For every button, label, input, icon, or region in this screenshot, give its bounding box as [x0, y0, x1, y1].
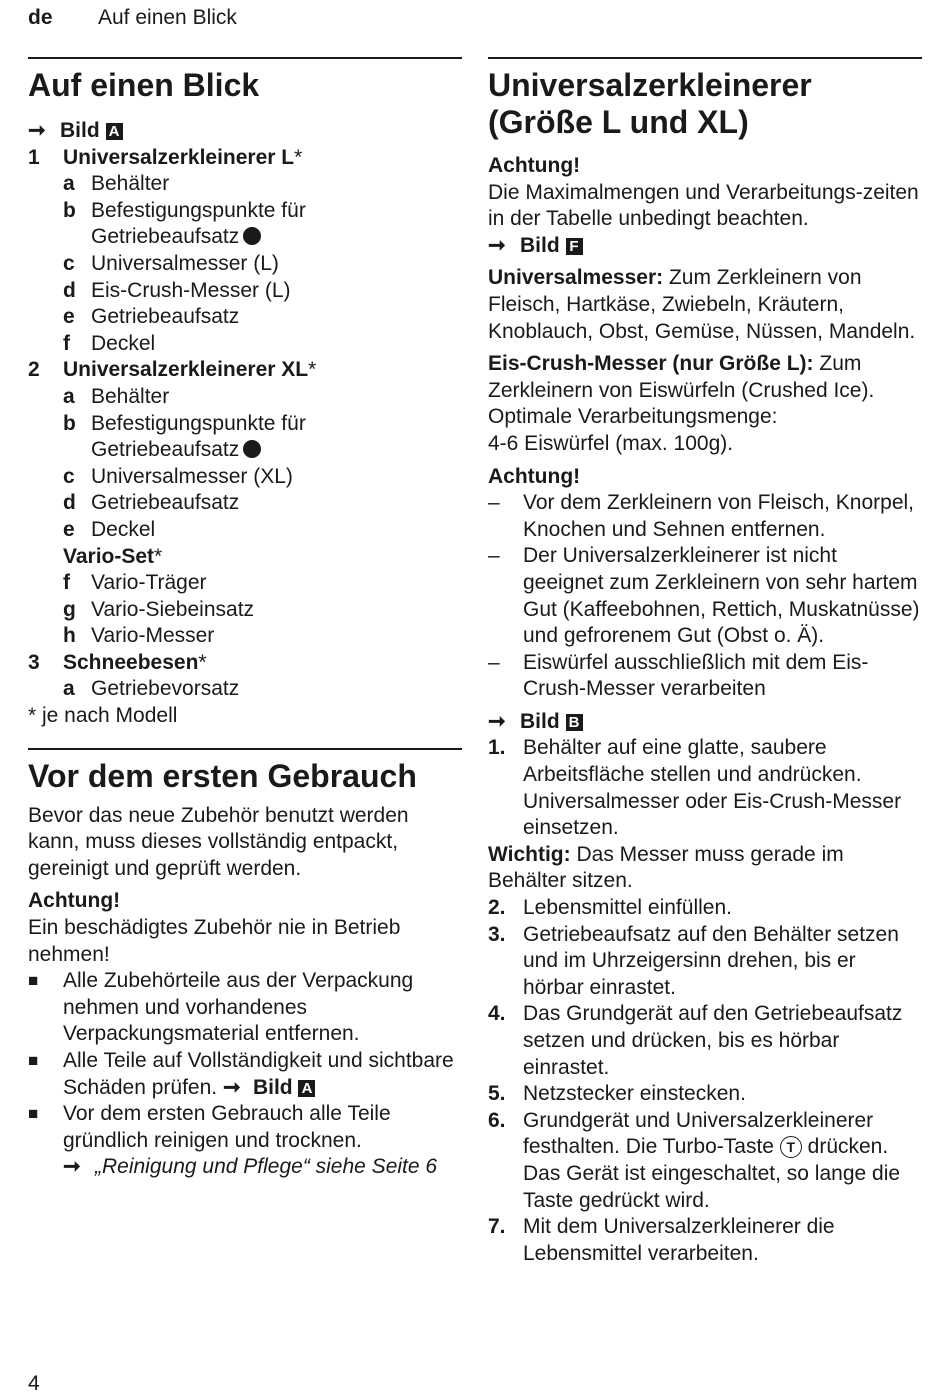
- step-text: Mit dem Universalzerkleinerer die Lebensmittel verarbeiten.: [523, 1215, 835, 1265]
- left-column: [28, 57, 462, 1181]
- sub-item: [28, 411, 462, 438]
- sub-letter: f: [63, 331, 70, 355]
- dash-item: [488, 650, 922, 703]
- step-number: 1.: [488, 736, 506, 760]
- step-text: Lebensmittel einfüllen.: [523, 896, 732, 920]
- step-number: 7.: [488, 1215, 506, 1239]
- dash-text: Vor dem Zerkleinern von Fleisch, Knorpel, Knochen und Sehnen entfernen.: [523, 491, 915, 541]
- step-item: [488, 1081, 922, 1108]
- sub-item: [28, 517, 462, 544]
- term-label: Universalmesser:: [488, 266, 664, 290]
- sub-letter: b: [63, 198, 76, 222]
- sub-letter: h: [63, 624, 76, 648]
- term-text: Zum Zerkleinern von Fleisch, Hartkäse, Zwiebeln, Kräutern, Knoblauch, Obst, Gemüse, Nüssen, Mandeln.: [488, 266, 916, 343]
- figure-letter-badge: B: [566, 714, 583, 731]
- item-number: 1: [28, 145, 40, 169]
- step-item: [488, 1214, 922, 1267]
- figure-letter-badge: F: [566, 238, 583, 255]
- note-label: Wichtig:: [488, 842, 571, 866]
- dash-text: Der Universalzerkleinerer ist nicht geeignet zum Zerkleinern von sehr hartem Gut (Kaffeebohnen, Rettich, Muskatnüsse) und gefrorenem Gut (Obst o. Ä).: [523, 544, 920, 648]
- step-text: Getriebeaufsatz auf den Behälter setzen und im Uhrzeigersinn drehen, bis er hörbar einrastet.: [523, 922, 899, 999]
- asterisk: *: [308, 358, 317, 382]
- dash-item: [488, 543, 922, 649]
- sub-text: Getriebeaufsatz: [91, 305, 240, 329]
- sub-letter: d: [63, 278, 76, 302]
- square-bullet-icon: ■: [28, 1104, 39, 1124]
- step-number: 3.: [488, 922, 506, 946]
- sub-item: [28, 676, 462, 703]
- sub-text: Vario-Träger: [91, 571, 207, 595]
- important-note: [488, 842, 922, 895]
- title-line: Universalzerkleinerer: [488, 67, 812, 103]
- step-item: [488, 1108, 922, 1214]
- sub-text: Getriebeaufsatz: [91, 225, 240, 249]
- dash-bullet: –: [488, 650, 500, 674]
- bullet-item: [28, 1101, 462, 1181]
- item-number: 2: [28, 358, 40, 382]
- bild-label: Bild: [60, 119, 100, 142]
- step-number: 6.: [488, 1108, 506, 1132]
- step-text: drücken. Das Gerät ist eingeschaltet, so lange die Taste gedrückt wird.: [523, 1135, 901, 1212]
- dash-item: [488, 490, 922, 543]
- term-label: Eis-Crush-Messer (nur Größe L):: [488, 352, 814, 376]
- sub-text: Getriebeaufsatz: [91, 438, 240, 462]
- term-amount: 4-6 Eiswürfel (max. 100g).: [488, 431, 734, 455]
- universal-knife-paragraph: [488, 265, 922, 345]
- figure-letter-badge: A: [106, 123, 123, 140]
- figure-letter-badge: A: [298, 1080, 315, 1097]
- language-code: de: [28, 6, 53, 29]
- sub-text: Vario-Messer: [91, 624, 215, 648]
- sub-text: Deckel: [91, 517, 156, 541]
- sub-item: [28, 437, 462, 464]
- sub-item: [28, 623, 462, 650]
- sub-text: Universalmesser (L): [91, 251, 279, 275]
- sub-text: Behälter: [91, 384, 170, 408]
- step-number: 2.: [488, 896, 506, 920]
- step-text: Das Grundgerät auf den Getriebeaufsatz setzen und drücken, bis es hörbar einrastet.: [523, 1002, 903, 1079]
- step-text: Behälter auf eine glatte, saubere Arbeitsfläche stellen und andrücken. Universalmesser oder Eis-Crush-Messer einsetzen.: [523, 736, 902, 840]
- arrow-right-icon: ➞: [28, 119, 46, 142]
- arrow-right-icon: ➞: [488, 709, 506, 733]
- dash-bullet: –: [488, 491, 500, 515]
- caution-text: Ein beschädigtes Zubehör nie in Betrieb nehmen!: [28, 916, 401, 966]
- part-item: [28, 357, 462, 384]
- sub-letter: c: [63, 464, 75, 488]
- bild-label: Bild: [520, 709, 560, 733]
- intro-paragraph: Bevor das neue Zubehör benutzt werden kann, muss dieses vollständig entpackt, gereinigt und geprüft werden.: [28, 803, 409, 880]
- section-title-chopper: [488, 67, 922, 141]
- turbo-button-icon: T: [780, 1136, 802, 1158]
- header-title: Auf einen Blick: [98, 6, 237, 29]
- sub-text: Befestigungspunkte für: [91, 198, 306, 222]
- sub-item: [28, 304, 462, 331]
- sub-letter: a: [63, 172, 75, 196]
- caution-text: Die Maximalmengen und Verarbeitungs-zeiten in der Tabelle unbedingt beachten.: [488, 180, 919, 231]
- term-text: Zum Zerkleinern von Eiswürfeln (Crushed Ice). Optimale Verarbeitungsmenge:: [488, 352, 875, 429]
- sub-letter: d: [63, 491, 76, 515]
- bullet-text: Alle Teile auf Vollständigkeit und sichtbare Schäden prüfen.: [63, 1049, 454, 1099]
- sub-item: [28, 597, 462, 624]
- sub-item: [28, 331, 462, 358]
- sub-letter: c: [63, 251, 75, 275]
- sub-letter: g: [63, 597, 76, 621]
- sub-item: [28, 251, 462, 278]
- sub-letter: [63, 224, 91, 251]
- item-title: Universalzerkleinerer L: [63, 145, 295, 169]
- sub-letter: a: [63, 384, 75, 408]
- sub-letter: a: [63, 677, 75, 701]
- right-column: [488, 57, 922, 1267]
- figure-reference: [488, 233, 922, 260]
- filled-circle-icon: [243, 227, 261, 245]
- sub-item: [28, 224, 462, 251]
- sub-item: [28, 198, 462, 225]
- square-bullet-icon: ■: [28, 1051, 39, 1070]
- section-rule: [28, 57, 462, 59]
- figure-reference: [28, 118, 462, 145]
- step-item: [488, 895, 922, 922]
- step-item: [488, 922, 922, 1002]
- sub-letter: [63, 437, 91, 464]
- dash-bullet: –: [488, 544, 500, 568]
- filled-circle-icon: [243, 440, 261, 458]
- figure-reference: [488, 709, 922, 736]
- sub-letter: f: [63, 571, 70, 595]
- item-title: Universalzerkleinerer XL: [63, 358, 309, 382]
- bullet-item: [28, 1048, 462, 1101]
- step-number: 4.: [488, 1002, 506, 1026]
- sub-item: [28, 464, 462, 491]
- sub-letter: e: [63, 305, 75, 329]
- sub-item: [28, 490, 462, 517]
- dash-text: Eiswürfel ausschließlich mit dem Eis-Crush-Messer verarbeiten: [523, 650, 869, 701]
- footnote: * je nach Modell: [28, 704, 178, 728]
- sub-letter: e: [63, 517, 75, 541]
- step-number: 5.: [488, 1082, 506, 1106]
- caution-heading: Achtung!: [28, 889, 121, 913]
- sub-item: [28, 171, 462, 198]
- title-line: (Größe L und XL): [488, 104, 749, 140]
- page-header: [28, 6, 237, 30]
- sub-text: Getriebeaufsatz: [91, 491, 240, 515]
- sub-text: Getriebevorsatz: [91, 677, 240, 701]
- note-text: Das Messer muss gerade im Behälter sitzen.: [488, 842, 844, 893]
- page-number: 4: [28, 1372, 40, 1395]
- arrow-right-icon: ➞: [488, 233, 506, 257]
- square-bullet-icon: ■: [28, 971, 39, 991]
- vario-title: Vario-Set: [63, 544, 155, 568]
- sub-text: Vario-Siebeinsatz: [91, 597, 255, 621]
- bullet-text: Alle Zubehörteile aus der Verpackung nehmen und vorhandenes Verpackungsmaterial entfernen.: [63, 969, 414, 1046]
- bullet-item: [28, 968, 462, 1048]
- step-item: [488, 1001, 922, 1081]
- part-item: [28, 145, 462, 172]
- ice-crush-paragraph: [488, 351, 922, 457]
- section-title-first-use: Vor dem ersten Gebrauch: [28, 757, 417, 794]
- section-title-overview: Auf einen Blick: [28, 67, 260, 103]
- sub-text: Universalmesser (XL): [91, 464, 293, 488]
- sub-text: Behälter: [91, 172, 170, 196]
- caution-heading: Achtung!: [488, 464, 581, 488]
- step-text: Grundgerät und Universalzerkleinerer festhalten. Die Turbo-Taste: [523, 1108, 874, 1159]
- bild-label: Bild: [252, 1075, 293, 1099]
- bild-label: Bild: [520, 233, 560, 257]
- sub-item: [28, 278, 462, 305]
- asterisk: *: [294, 145, 303, 169]
- item-number: 3: [28, 650, 40, 674]
- bullet-text: Vor dem ersten Gebrauch alle Teile gründlich reinigen und trocknen.: [63, 1102, 391, 1152]
- arrow-right-icon: ➞: [63, 1155, 81, 1179]
- step-text: Netzstecker einstecken.: [523, 1082, 746, 1106]
- step-item: [488, 735, 922, 841]
- sub-letter: b: [63, 411, 76, 435]
- asterisk: *: [154, 544, 163, 568]
- caution-heading: Achtung!: [488, 154, 581, 177]
- sub-text: Eis-Crush-Messer (L): [91, 278, 291, 302]
- sub-text: Befestigungspunkte für: [91, 411, 306, 435]
- section-rule: [28, 748, 462, 750]
- section-rule: [488, 57, 922, 59]
- part-item: [28, 650, 462, 677]
- asterisk: *: [198, 650, 207, 674]
- arrow-right-icon: ➞: [222, 1075, 241, 1099]
- sub-item: [28, 570, 462, 597]
- cross-reference-link[interactable]: „Reinigung und Pflege“ siehe Seite 6: [95, 1155, 438, 1179]
- sub-item: [28, 384, 462, 411]
- vario-set-heading: [28, 544, 462, 571]
- sub-text: Deckel: [91, 331, 156, 355]
- item-title: Schneebesen: [63, 650, 199, 674]
